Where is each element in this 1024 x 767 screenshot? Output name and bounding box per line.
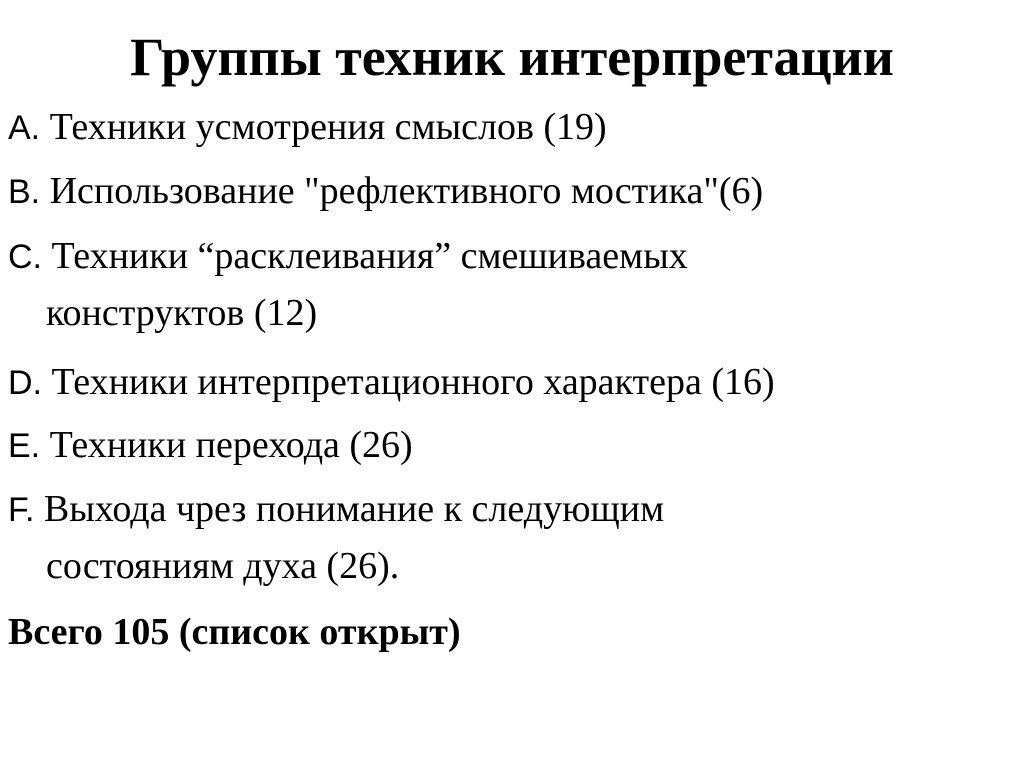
item-letter: B. [8,173,50,211]
item-text: Техники усмотрения смыслов (19) [49,106,607,148]
item-text: Техники перехода (26) [49,424,413,466]
item-letter: C. [8,238,52,276]
list-item-c [8,228,1018,341]
list-item-a [8,99,1018,156]
item-continuation: состояниям духа (26). [46,545,400,587]
item-text: Выхода чрез понимание к следующим [43,488,665,530]
item-text: Техники интерпретационного характера (16) [51,361,775,403]
item-letter: E. [8,427,50,465]
list-item-e [8,417,1018,474]
item-text: Техники “расклеивания” смешиваемых [51,235,688,277]
list-item-d [8,354,1018,411]
item-letter: D. [8,364,52,402]
list-item-b [8,163,1018,220]
item-letter: A. [8,109,50,147]
total-summary: Всего 105 (список открыт) [8,611,461,653]
list-item-f [8,481,1018,594]
slide-title: Группы техник интерпретации [130,27,894,87]
item-text: Использование "рефлективного мостика"(6) [49,170,764,212]
item-continuation: конструктов (12) [46,292,318,334]
item-letter: F. [8,491,44,529]
